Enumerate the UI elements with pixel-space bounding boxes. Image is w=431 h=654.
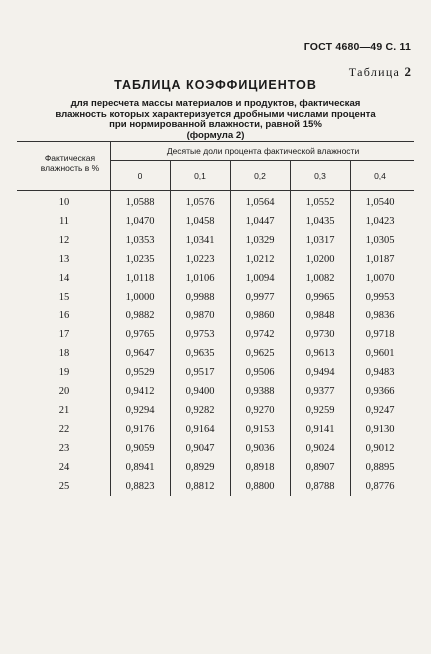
table-cell: 0,9860 [245, 310, 275, 322]
row-label: 13 [58, 253, 70, 265]
table-cell: 0,9601 [365, 348, 395, 360]
table-cell: 0,9024 [305, 442, 335, 454]
row-label: 21 [58, 404, 70, 416]
table-cell: 0,9377 [305, 386, 335, 397]
table-cell: 1,0576 [185, 197, 215, 208]
row-label: 22 [58, 423, 70, 435]
table-cell: 0,9753 [185, 329, 215, 341]
table-cell: 1,0341 [185, 234, 215, 246]
subtitle-line: влажность которых характеризуется дробными числами процента [55, 108, 376, 120]
table-cell: 0,9742 [245, 329, 275, 341]
row-label: 14 [58, 272, 70, 284]
table-cell: 0,9977 [245, 291, 275, 303]
table-cell: 0,9012 [365, 442, 395, 454]
table-cell: 0,9647 [125, 348, 155, 360]
table-cell: 0,9506 [245, 367, 275, 379]
row-label: 20 [58, 386, 70, 397]
row-header [30, 153, 110, 173]
column-group-header: Десятые доли процента фактической влажности [166, 146, 360, 156]
table-cell: 0,9836 [365, 310, 395, 322]
table-cell: 1,0458 [185, 215, 215, 227]
table-cell: 0,9366 [365, 386, 395, 397]
row-label: 18 [58, 348, 70, 360]
table-cell: 0,9164 [185, 423, 215, 435]
table-cell: 0,9400 [185, 386, 215, 397]
table-cell: 0,9059 [125, 442, 155, 454]
table-cell: 0,9730 [305, 329, 335, 341]
row-label: 25 [58, 480, 70, 492]
table-cell: 0,8895 [365, 461, 395, 473]
table-cell: 0,9988 [185, 291, 215, 303]
row-label: 24 [58, 461, 70, 473]
table-cell: 1,0588 [125, 197, 155, 208]
table-cell: 0,9494 [305, 367, 335, 379]
row-header-line: Фактическая [44, 153, 96, 163]
table-cell: 0,8800 [245, 480, 275, 492]
column-header: 0,4 [374, 171, 386, 181]
table-cell: 0,9882 [125, 310, 155, 322]
table-cell: 0,8812 [185, 480, 215, 492]
table-cell: 1,0317 [305, 234, 335, 246]
row-label: 17 [58, 329, 70, 341]
table-cell: 1,0305 [365, 234, 395, 246]
table-cell: 0,9483 [365, 367, 395, 379]
column-header: 0,3 [314, 171, 326, 181]
table-label-word: Таблица [348, 65, 401, 79]
table-cell: 1,0223 [185, 253, 215, 265]
table-cell: 0,9130 [365, 423, 395, 435]
table-cell: 1,0552 [305, 197, 335, 208]
table-cell: 0,9259 [305, 404, 335, 416]
table-cell: 0,8918 [245, 461, 275, 473]
standard-reference: ГОСТ 4680—49 С. 11 [303, 41, 411, 53]
row-label: 12 [58, 234, 70, 246]
table-cell: 0,9718 [365, 329, 395, 341]
table-cell: 0,8907 [305, 461, 335, 473]
table-cell: 1,0447 [245, 215, 275, 227]
table-cell: 0,9047 [185, 442, 215, 454]
table-cell: 0,9953 [365, 291, 395, 303]
subtitle-line: (формула 2) [186, 129, 245, 141]
table-cell: 1,0435 [305, 215, 335, 227]
table-cell: 1,0187 [365, 253, 395, 265]
row-label: 16 [58, 310, 70, 322]
table-cell: 1,0235 [125, 253, 155, 265]
table-cell: 1,0094 [245, 272, 275, 284]
table-cell: 0,8929 [185, 461, 215, 473]
table-cell: 1,0540 [365, 197, 395, 208]
header-bottom-rule [17, 190, 414, 191]
row-label: 11 [58, 215, 70, 227]
table-cell: 0,9036 [245, 442, 275, 454]
table-cell: 1,0118 [125, 272, 155, 284]
table-cell: 1,0353 [125, 234, 155, 246]
table-cell: 0,9613 [305, 348, 335, 360]
table-cell: 0,9517 [185, 367, 215, 379]
table-cell: 0,9282 [185, 404, 215, 416]
table-cell: 1,0082 [305, 272, 335, 284]
row-label: 15 [58, 291, 70, 303]
header-group-rule [110, 160, 414, 161]
table-cell: 0,9765 [125, 329, 155, 341]
table-cell: 0,9141 [305, 423, 335, 435]
table-cell: 1,0106 [185, 272, 215, 284]
subtitle-line: для пересчета массы материалов и продуктов, фактическая [70, 98, 361, 109]
table-cell: 0,9635 [185, 348, 215, 360]
table-cell: 0,9870 [185, 310, 215, 322]
table-cell: 0,9625 [245, 348, 275, 360]
table-cell: 1,0212 [245, 253, 275, 265]
table-cell: 0,8788 [305, 480, 335, 492]
column-header: 0,2 [254, 171, 266, 181]
table-cell: 0,9848 [305, 310, 335, 322]
table-cell: 0,9153 [245, 423, 275, 435]
table-cell: 0,9965 [305, 291, 335, 303]
table-cell: 1,0200 [305, 253, 335, 265]
table-cell: 0,9176 [125, 423, 155, 435]
table-cell: 1,0329 [245, 234, 275, 246]
table-row [0, 477, 431, 499]
column-header: 0,1 [194, 171, 206, 181]
table-cell: 0,9247 [365, 404, 395, 416]
table-cell: 1,0470 [125, 215, 155, 227]
subtitle-line: при нормированной влажности, равной 15% [109, 119, 322, 131]
row-label: 19 [58, 367, 70, 379]
column-header: 0 [137, 171, 143, 181]
table-number: 2 [404, 64, 411, 79]
table-cell: 1,0423 [365, 215, 395, 227]
table-cell: 1,0564 [245, 197, 275, 208]
row-label: 23 [58, 442, 70, 454]
table-title: ТАБЛИЦА КОЭФФИЦИЕНТОВ [114, 78, 317, 92]
table-cell: 1,0070 [365, 272, 395, 284]
table-cell: 0,9388 [245, 386, 275, 397]
table-cell: 1,0000 [125, 291, 155, 303]
table-cell: 0,9270 [245, 404, 275, 416]
table-cell: 0,8776 [365, 480, 395, 492]
table-cell: 0,9294 [125, 404, 155, 416]
table-subtitle [40, 99, 391, 141]
table-cell: 0,9529 [125, 367, 155, 379]
table-cell: 0,8823 [125, 480, 155, 492]
row-header-line: влажность в % [40, 163, 100, 173]
row-label: 10 [58, 197, 70, 208]
table-cell: 0,9412 [125, 386, 155, 397]
table-top-rule [17, 141, 414, 142]
table-cell: 0,8941 [125, 461, 155, 473]
